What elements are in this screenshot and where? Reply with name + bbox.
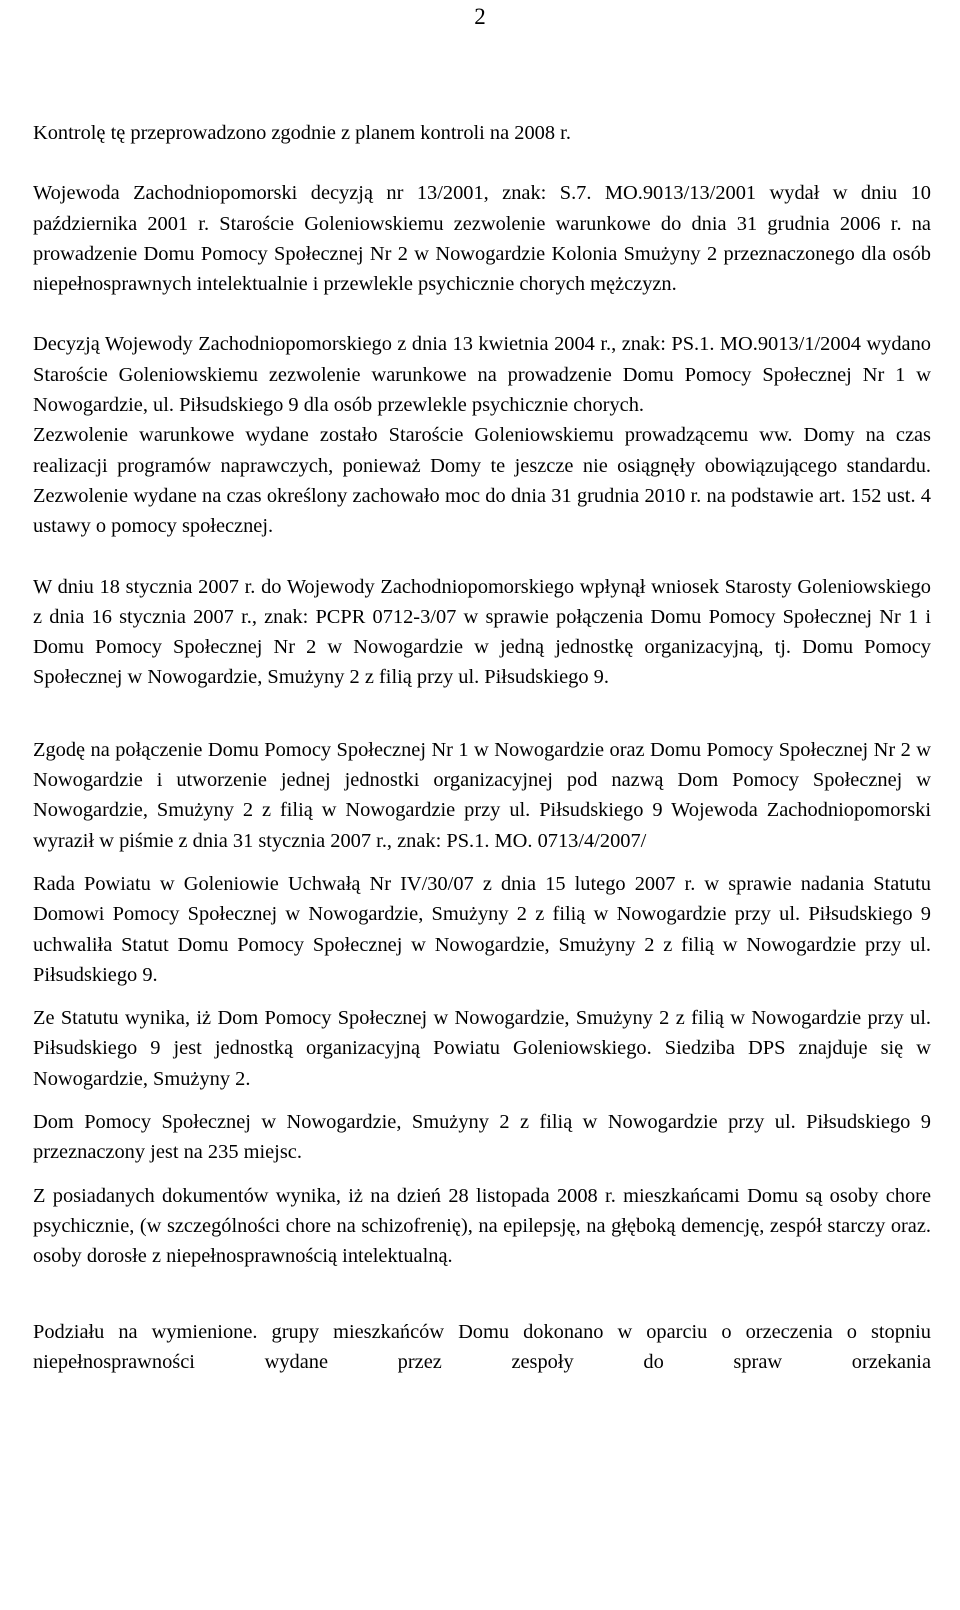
paragraph-residents-division: Podziału na wymienione. grupy mieszkańców Domu dokonano w oparciu o orzeczenia o stopniu niepełnosprawności wydane przez zespoły do spraw orzekania xyxy=(33,1320,931,1373)
paragraph-statute: Ze Statutu wynika, iż Dom Pomocy Społecznej w Nowogardzie, Smużyny 2 z filią w Nowogardzie przy ul. Piłsudskiego 9 jest jednostką organizacyjną Powiatu Goleniowskiego. Siedziba DPS znajduje się w Nowogardzie, Smużyny 2. xyxy=(33,1007,931,1090)
paragraph-residents: Z posiadanych dokumentów wynika, iż na dzień 28 listopada 2008 r. mieszkańcami Domu są osoby chore psychicznie, (w szczególności chore na schizofrenię), na epilepsję, na głęboką demencję, zespół starczy oraz. osoby dorosłe z niepełnosprawnością intelektualną. xyxy=(33,1184,931,1268)
paragraph-conditional-permit: Zezwolenie warunkowe wydane zostało Staroście Goleniowskiemu prowadzącemu ww. Domy na czas realizacji programów naprawczych, ponieważ Domy te jeszcze nie osiągnęły obowiązującego standardu. Zezwolenie wydane na czas określony zachowało moc do dnia 31 grudnia 2010 r. na podstawie art. 152 ust. 4 ustawy o pomocy społecznej. xyxy=(33,424,931,538)
page-number: 2 xyxy=(474,4,486,29)
paragraph-council-resolution: Rada Powiatu w Goleniowie Uchwałą Nr IV/30/07 z dnia 15 lutego 2007 r. w sprawie nadania Statutu Domowi Pomocy Społecznej w Nowogardzie, Smużyny 2 z filią w Nowogardzie przy ul. Piłsudskiego 9 uchwaliła Statut Domu Pomocy Społecznej w Nowogardzie, Smużyny 2 z filią w Nowogardzie przy ul. Piłsudskiego 9. xyxy=(33,872,931,986)
paragraph-decision-2004: Decyzją Wojewody Zachodniopomorskiego z dnia 13 kwietnia 2004 r., znak: PS.1. MO.9013/1/2004 wydano Staroście Goleniowskiemu zezwolenie warunkowe na prowadzenie Domu Pomocy Społecznej Nr 1 w Nowogardzie, ul. Piłsudskiego 9 dla osób przewlekle psychicznie chorych. xyxy=(33,333,931,417)
document-body xyxy=(33,118,931,1377)
paragraph-decision-2001: Wojewoda Zachodniopomorski decyzją nr 13/2001, znak: S.7. MO.9013/13/2001 wydał w dniu 10 października 2001 r. Staroście Goleniowskiemu zezwolenie warunkowe do dnia 31 grudnia 2006 r. na prowadzenie Domu Pomocy Społecznej Nr 2 w Nowogardzie Kolonia Smużyny 2 przeznaczonego dla osób niepełnosprawnych intelektualnie i przewlekle psychicznie chorych mężczyzn. xyxy=(33,182,931,296)
paragraph-control-plan: Kontrolę tę przeprowadzono zgodnie z planem kontroli na 2008 r. xyxy=(33,122,571,144)
paragraph-merger-consent: Zgodę na połączenie Domu Pomocy Społecznej Nr 1 w Nowogardzie oraz Domu Pomocy Społecznej Nr 2 w Nowogardzie i utworzenie jednej jednostki organizacyjnej pod nazwą Dom Pomocy Społecznej w Nowogardzie, Smużyny 2 z filią w Nowogardzie przy ul. Piłsudskiego 9 Wojewoda Zachodniopomorski wyraził w piśmie z dnia 31 stycznia 2007 r., znak: PS.1. MO. 0713/4/2007/ xyxy=(33,738,931,852)
paragraph-capacity: Dom Pomocy Społecznej w Nowogardzie, Smużyny 2 z filią w Nowogardzie przy ul. Piłsudskiego 9 przeznaczony jest na 235 miejsc. xyxy=(33,1111,931,1164)
paragraph-merger-request: W dniu 18 stycznia 2007 r. do Wojewody Zachodniopomorskiego wpłynął wniosek Starosty Goleniowskiego z dnia 16 stycznia 2007 r., znak: PCPR 0712-3/07 w sprawie połączenia Domu Pomocy Społecznej Nr 1 i Domu Pomocy Społecznej Nr 2 w Nowogardzie w jedną jednostkę organizacyjną, tj. Domu Pomocy Społecznej w Nowogardzie, Smużyny 2 z filią przy ul. Piłsudskiego 9. xyxy=(33,575,931,689)
